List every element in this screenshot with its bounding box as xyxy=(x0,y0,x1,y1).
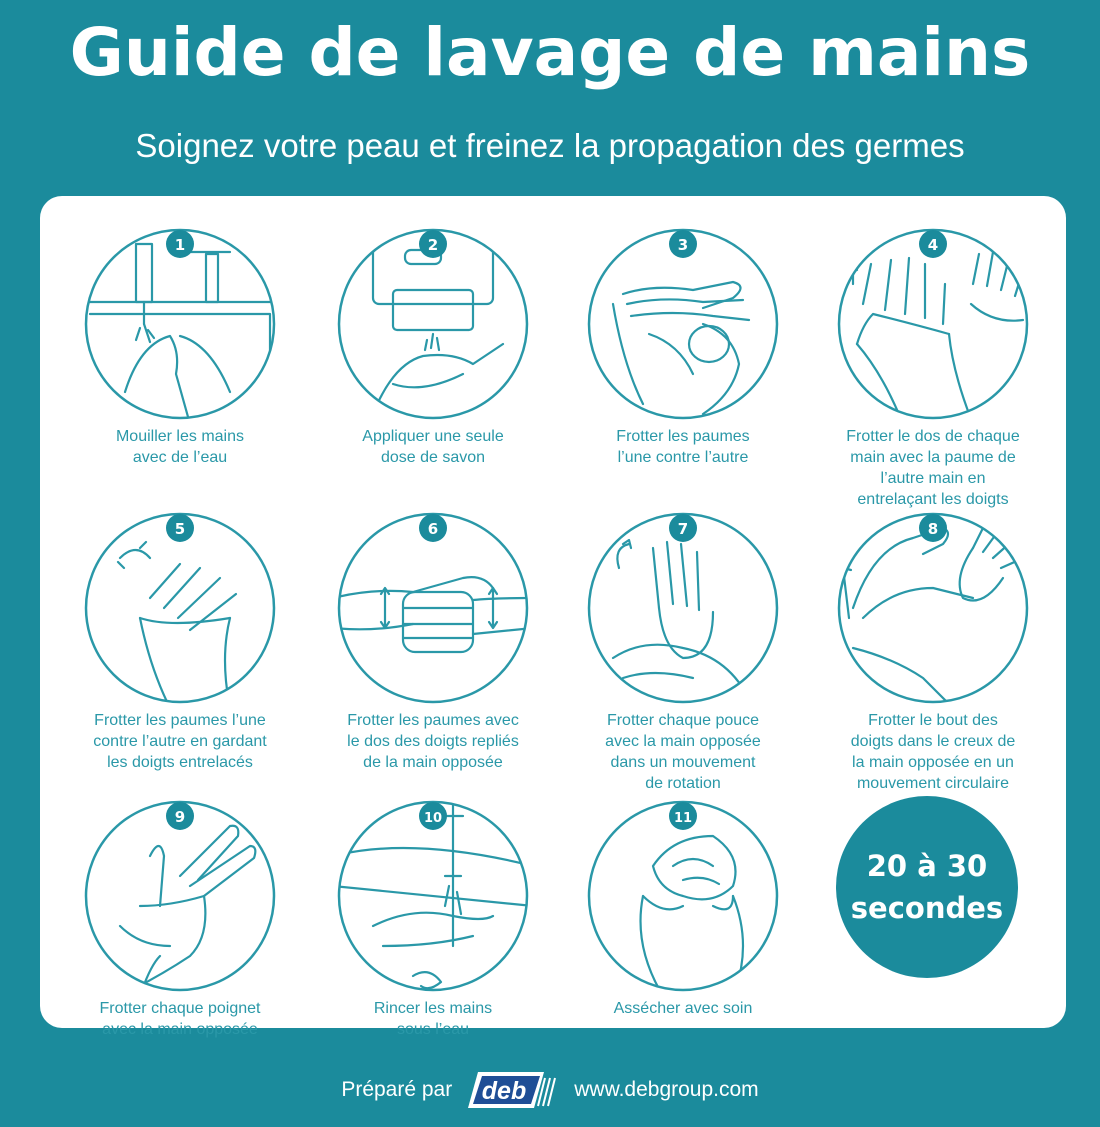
step-5 xyxy=(60,508,300,773)
step-number: 5 xyxy=(174,520,186,538)
footer xyxy=(0,1062,1100,1118)
step-caption xyxy=(563,998,803,1019)
step-caption xyxy=(313,426,553,468)
step-number: 11 xyxy=(673,811,693,826)
caption-line: entrelaçant les doigts xyxy=(857,491,1009,508)
duration-line-2: secondes xyxy=(850,891,1004,925)
caption-line: Frotter le dos de chaque xyxy=(846,428,1020,445)
caption-line: avec de l’eau xyxy=(132,449,228,466)
prepared-by-label: Préparé par xyxy=(341,1078,453,1101)
hands-under-tap-icon xyxy=(80,224,280,424)
caption-line: doigts dans le creux de xyxy=(850,733,1016,750)
step-10 xyxy=(313,796,553,1040)
step-number: 1 xyxy=(174,236,186,254)
caption-line: Frotter les paumes avec xyxy=(347,712,519,729)
step-number: 8 xyxy=(927,520,939,538)
caption-line: contre l’autre en gardant xyxy=(93,733,267,750)
step-caption xyxy=(563,710,803,794)
caption-line: dose de savon xyxy=(380,449,486,466)
step-1 xyxy=(60,224,300,468)
step-3 xyxy=(563,224,803,468)
step-caption xyxy=(60,426,300,468)
caption-line: sous l’eau xyxy=(396,1021,470,1038)
caption-line: Frotter les paumes xyxy=(616,428,750,445)
step-caption xyxy=(60,710,300,773)
caption-line: Rincer les mains xyxy=(373,1000,493,1017)
step-number: 4 xyxy=(927,236,939,254)
caption-line: Frotter chaque poignet xyxy=(99,1000,261,1017)
step-number: 2 xyxy=(427,236,439,254)
step-2 xyxy=(313,224,553,468)
caption-line: Appliquer une seule xyxy=(362,428,504,445)
step-number: 3 xyxy=(677,236,689,254)
duration-line-1: 20 à 30 xyxy=(866,849,988,883)
caption-line: l’autre main en xyxy=(880,470,986,487)
step-caption xyxy=(813,426,1053,510)
step-caption xyxy=(313,710,553,773)
back-of-hands-icon xyxy=(833,224,1033,424)
page-title: Guide de lavage de mains xyxy=(69,14,1031,91)
step-caption xyxy=(813,710,1053,794)
wrist-rubbing-icon xyxy=(80,796,280,996)
caption-line: Mouiller les mains xyxy=(115,428,245,445)
duration-badge xyxy=(836,796,1018,978)
step-7 xyxy=(563,508,803,794)
caption-line: l’une contre l’autre xyxy=(617,449,749,466)
step-number: 6 xyxy=(427,520,439,538)
caption-line: Frotter les paumes l’une xyxy=(94,712,266,729)
caption-line: Frotter le bout des xyxy=(868,712,998,729)
logo-text: deb xyxy=(482,1077,527,1105)
steps-panel xyxy=(40,196,1066,1038)
caption-line: Assécher avec soin xyxy=(613,1000,753,1017)
step-number: 9 xyxy=(174,808,186,826)
caption-line: de rotation xyxy=(645,775,721,792)
caption-line: les doigts entrelacés xyxy=(107,754,253,771)
step-6 xyxy=(313,508,553,773)
step-number: 10 xyxy=(423,811,443,826)
step-number: 7 xyxy=(677,520,689,538)
caption-line: de la main opposée xyxy=(363,754,503,771)
caption-line: Frotter chaque pouce xyxy=(606,712,760,729)
interlaced-fingers-icon xyxy=(80,508,280,708)
caption-line: mouvement circulaire xyxy=(856,775,1010,792)
page-subtitle: Soignez votre peau et freinez la propagation des germes xyxy=(135,127,965,164)
caption-line: avec la main opposée xyxy=(102,1021,258,1038)
website-link[interactable]: www.debgroup.com xyxy=(574,1078,759,1101)
step-caption xyxy=(563,426,803,468)
step-4 xyxy=(813,224,1053,510)
step-8 xyxy=(813,508,1053,794)
soap-dispenser-icon xyxy=(333,224,533,424)
deb-logo xyxy=(468,1070,560,1110)
step-caption xyxy=(313,998,553,1040)
step-9 xyxy=(60,796,300,1040)
towel-drying-icon xyxy=(583,796,783,996)
caption-line: main avec la paume de xyxy=(850,449,1016,466)
caption-line: dans un mouvement xyxy=(610,754,756,771)
caption-line: avec la main opposée xyxy=(605,733,761,750)
caption-line: le dos des doigts repliés xyxy=(347,733,519,750)
thumb-rotation-icon xyxy=(583,508,783,708)
palms-rubbing-icon xyxy=(583,224,783,424)
step-caption xyxy=(60,998,300,1040)
caption-line: la main opposée en un xyxy=(852,754,1014,771)
rinse-hands-icon xyxy=(333,796,533,996)
fingertips-palm-icon xyxy=(833,508,1033,708)
folded-fingers-icon xyxy=(333,508,533,708)
step-11 xyxy=(563,796,803,1019)
